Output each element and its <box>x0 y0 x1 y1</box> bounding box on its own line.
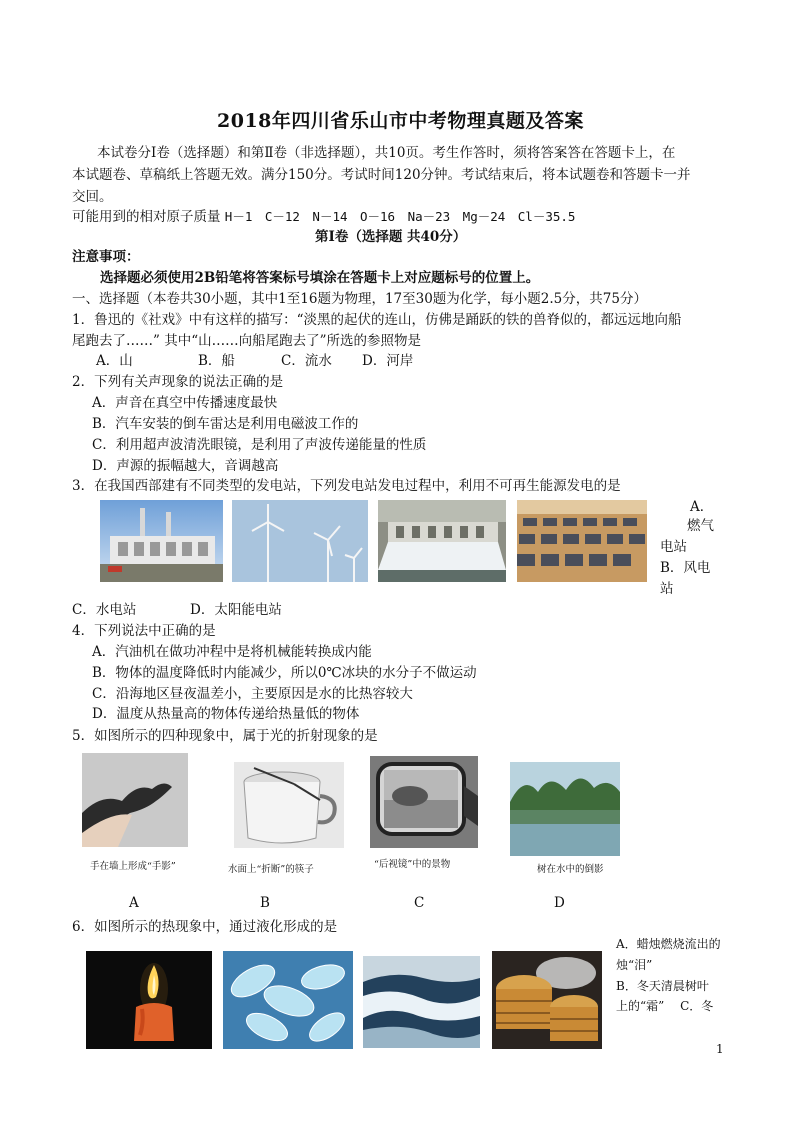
notes-heading: 注意事项： <box>72 249 140 265</box>
tree-reflection-image <box>510 762 620 856</box>
atomic-mass-label: 可能用到的相对原子质量 <box>72 209 221 225</box>
candle-image <box>86 951 212 1049</box>
q3-stem: 3．在我国西部建有不同类型的发电站，下列发电站发电过程中，利用不可再生能源发电的是 <box>72 478 621 494</box>
q1-stem-line-1: 1．鲁迅的《社戏》中有这样的描写：“淡黑的起伏的连山，仿佛是踊跃的铁的兽脊似的，都远远地向船 <box>72 312 682 328</box>
hydro-power-station-image <box>378 500 506 582</box>
frost-leaves-image <box>223 951 353 1049</box>
intro-line-1: 本试卷分Ⅰ卷（选择题）和第Ⅱ卷（非选择题），共10页。考生作答时，须将答案答在答题卡上，在 <box>97 145 676 161</box>
q3-option-a-text-1: 燃气 <box>687 518 714 534</box>
q1-stem-line-2: 尾跑去了……” 其中“山……向船尾跑去了”所选的参照物是 <box>72 333 421 349</box>
q3-option-a-text-2: 电站 <box>660 539 687 555</box>
hand-shadow-image <box>82 753 188 847</box>
q4-option-d: D．温度从热量高的物体传递给热量低的物体 <box>92 706 360 722</box>
q6-stem: 6．如图所示的热现象中，通过液化形成的是 <box>72 919 338 935</box>
q4-option-b: B．物体的温度降低时内能减少，所以0℃冰块的水分子不做运动 <box>92 665 477 681</box>
q4-stem: 4．下列说法中正确的是 <box>72 623 216 639</box>
q5-letter-a: A <box>129 895 139 911</box>
q5-letter-b: B <box>260 895 270 911</box>
chopsticks-in-water-image <box>234 762 344 848</box>
q4-option-a: A．汽油机在做功冲程中是将机械能转换成内能 <box>92 644 372 660</box>
q3-option-b-text-1: B．风电 <box>660 560 711 576</box>
steamer-image <box>492 951 602 1049</box>
q2-option-d: D．声源的振幅越大，音调越高 <box>92 458 279 474</box>
intro-line-2: 本试题卷、草稿纸上答题无效。满分150分。考试时间120分钟。考试结束后，将本试题卷和答题卡一并 <box>72 167 691 183</box>
q2-option-c: C．利用超声波清洗眼镜，是利用了声波传递能量的性质 <box>92 437 427 453</box>
q6-option-a-text-1: A．蜡烛燃烧流出的 <box>616 937 721 951</box>
notes-content: 选择题必须使用2B铅笔将答案标号填涂在答题卡上对应题标号的位置上。 <box>100 270 540 286</box>
melting-ice-image <box>363 956 480 1048</box>
q1-option-a: A．山 <box>96 353 133 369</box>
intro-line-3: 交回。 <box>72 189 113 205</box>
q2-stem: 2．下列有关声现象的说法正确的是 <box>72 374 284 390</box>
q6-option-a-text-2: 烛“泪” <box>616 958 653 972</box>
gas-power-station-image <box>100 500 223 582</box>
section-title: 第Ⅰ卷（选择题 共40分） <box>315 229 467 245</box>
q1-option-b: B．船 <box>198 353 235 369</box>
solar-power-station-image <box>517 500 647 582</box>
atomic-mass-values: H－1 C－12 N－14 O－16 Na－23 Mg－24 Cl－35.5 <box>224 209 576 224</box>
page-title: 2018年四川省乐山市中考物理真题及答案 <box>217 110 584 132</box>
q2-option-a: A．声音在真空中传播速度最快 <box>92 395 278 411</box>
q1-option-c: C．流水 <box>281 353 332 369</box>
rearview-mirror-image <box>370 756 478 848</box>
page-number: 1 <box>716 1042 724 1056</box>
q4-option-c: C．沿海地区昼夜温差小，主要原因是水的比热容较大 <box>92 686 413 702</box>
atomic-mass-line <box>72 205 575 225</box>
q3-option-b-text-2: 站 <box>660 581 674 597</box>
q6-option-b-text-1: B．冬天清晨树叶 <box>616 979 709 993</box>
wind-power-station-image <box>232 500 368 582</box>
q1-option-d: D．河岸 <box>362 353 414 369</box>
q3-option-a-letter: A． <box>690 499 714 515</box>
part-heading: 一、选择题（本卷共30小题，其中1至16题为物理，17至30题为化学，每小题2.5分，共75分） <box>72 291 647 307</box>
q6-option-b-text-2: 上的“霜” C．冬 <box>616 999 714 1013</box>
q5-caption-c: “后视镜”中的景物 <box>374 859 451 870</box>
q5-letter-c: C <box>414 895 425 911</box>
q2-option-b: B．汽车安装的倒车雷达是利用电磁波工作的 <box>92 416 359 432</box>
q5-caption-a: 手在墙上形成“手影” <box>90 861 176 872</box>
q5-stem: 5．如图所示的四种现象中，属于光的折射现象的是 <box>72 728 378 744</box>
q3-option-d: D．太阳能电站 <box>190 602 282 618</box>
q5-caption-d: 树在水中的倒影 <box>537 864 604 875</box>
q5-letter-d: D <box>554 895 565 911</box>
q5-caption-b: 水面上“折断”的筷子 <box>228 864 314 875</box>
q3-option-c: C．水电站 <box>72 602 137 618</box>
